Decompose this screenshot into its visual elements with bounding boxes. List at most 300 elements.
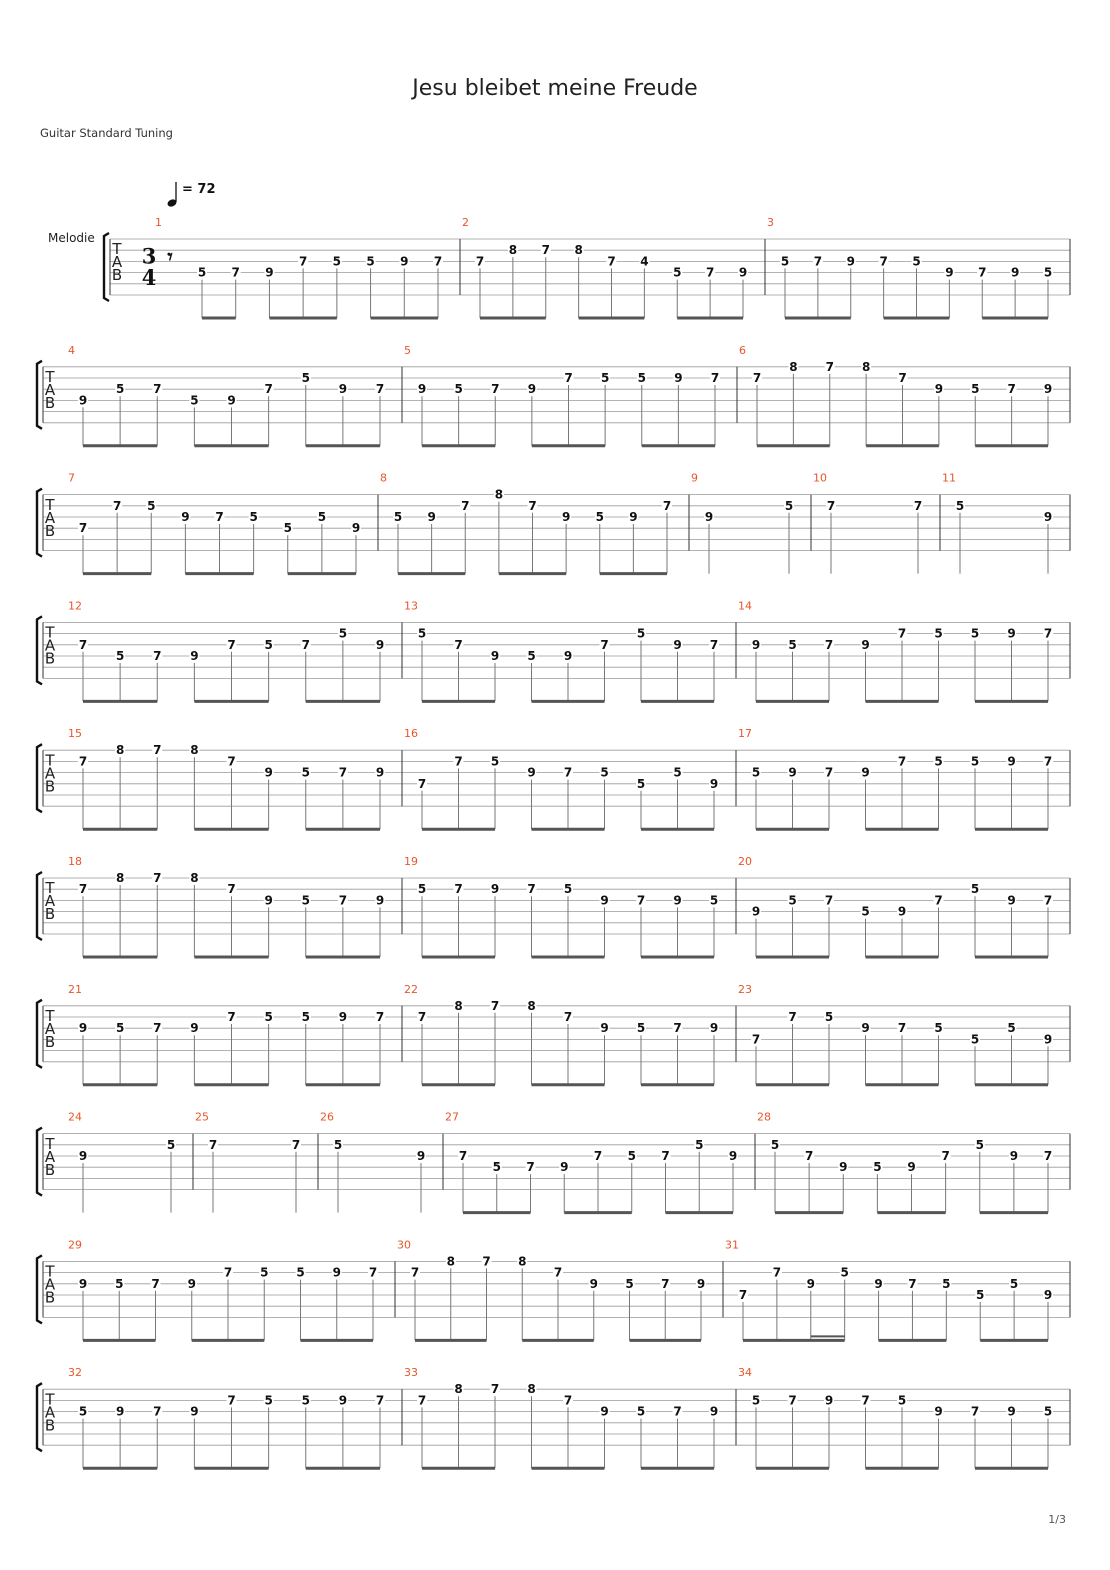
fret-number: 5 — [636, 1021, 646, 1036]
tab-clef-letter: A — [111, 253, 123, 272]
bar-number: 13 — [404, 599, 418, 613]
fret-number: 8 — [115, 743, 125, 758]
fret-number: 5 — [393, 510, 403, 524]
tab-clef-letter: T — [45, 879, 55, 898]
bar-number: 34 — [738, 1366, 752, 1380]
fret-number: 7 — [527, 882, 536, 897]
fret-number: 7 — [291, 1137, 301, 1152]
fret-number: 7 — [153, 649, 162, 663]
fret-number: 9 — [696, 1276, 706, 1291]
tab-measure — [738, 727, 1070, 829]
fret-number: 5 — [673, 765, 682, 780]
fret-number: 7 — [338, 893, 348, 908]
fret-number: 8 — [861, 359, 871, 374]
fret-number: 5 — [840, 1265, 849, 1280]
fret-number: 5 — [970, 754, 980, 769]
fret-number: 7 — [564, 371, 573, 385]
fret-number: 7 — [227, 1010, 236, 1024]
bar-number: 24 — [68, 1110, 82, 1124]
time-signature-denominator: 4 — [141, 264, 157, 290]
fret-number: 8 — [574, 243, 583, 258]
fret-number: 9 — [264, 765, 273, 780]
system-brace — [37, 361, 42, 429]
tab-measure — [195, 1111, 318, 1213]
fret-number: 7 — [772, 1265, 782, 1280]
fret-number: 9 — [527, 765, 536, 780]
fret-number: 9 — [78, 1276, 88, 1291]
fret-number: 5 — [301, 893, 310, 908]
fret-number: 5 — [955, 498, 965, 513]
fret-number: 5 — [147, 498, 156, 513]
fret-number: 7 — [662, 498, 672, 513]
tab-system — [37, 472, 1070, 574]
tab-measure — [404, 1366, 736, 1468]
tab-clef-letter: A — [44, 892, 56, 911]
fret-number: 7 — [78, 637, 88, 652]
tab-measure — [445, 1111, 755, 1213]
fret-number: 7 — [563, 1010, 573, 1024]
tab-measure — [757, 1111, 1070, 1213]
fret-number: 9 — [375, 765, 385, 780]
tab-measure — [320, 1111, 443, 1213]
fret-number: 8 — [508, 243, 518, 258]
bar-number: 7 — [68, 471, 75, 485]
bar-number: 14 — [738, 599, 752, 613]
bar-number: 6 — [739, 343, 746, 357]
tab-system — [37, 983, 1070, 1085]
bar-number: 23 — [738, 982, 752, 996]
bar-number: 29 — [68, 1238, 82, 1252]
tab-clef-letter: T — [45, 495, 55, 514]
fret-number: 9 — [839, 1160, 848, 1175]
tempo-value: = 72 — [182, 182, 216, 197]
fret-number: 5 — [115, 1021, 125, 1036]
bar-number: 22 — [404, 982, 418, 996]
fret-number: 7 — [1007, 382, 1016, 397]
tab-measure — [738, 599, 1070, 701]
fret-number: 5 — [600, 765, 609, 780]
fret-number: 9 — [427, 510, 436, 524]
system-brace — [37, 616, 42, 684]
fret-number: 7 — [788, 1010, 797, 1024]
fret-number: 9 — [375, 893, 385, 908]
fret-number: 9 — [190, 649, 199, 663]
fret-number: 7 — [913, 498, 923, 513]
fret-number: 5 — [788, 893, 797, 908]
tab-measure — [397, 1238, 723, 1340]
bar-number: 9 — [691, 471, 698, 485]
fret-number: 8 — [789, 359, 798, 374]
fret-number: 9 — [673, 637, 682, 652]
fret-number: 9 — [190, 1404, 199, 1419]
fret-number: 9 — [861, 1021, 870, 1036]
tab-clef-letter: B — [44, 649, 56, 668]
tuning-label: Guitar Standard Tuning — [40, 126, 173, 140]
fret-number: 9 — [1043, 510, 1053, 524]
fret-number: 5 — [971, 382, 980, 397]
bar-number: 32 — [68, 1366, 82, 1380]
fret-number: 7 — [298, 254, 308, 269]
fret-number: 5 — [595, 510, 604, 524]
fret-number: 5 — [492, 1160, 501, 1175]
bar-number: 3 — [767, 216, 774, 229]
tab-measure — [142, 216, 460, 318]
fret-number: 5 — [970, 626, 980, 641]
bar-number: 17 — [738, 727, 752, 741]
fret-number: 9 — [416, 1149, 426, 1163]
tab-measure — [691, 472, 811, 574]
fret-number: 9 — [400, 254, 409, 269]
tab-clef-letter: A — [44, 1403, 56, 1422]
fret-number: 7 — [941, 1149, 950, 1163]
fret-number: 5 — [115, 1276, 124, 1291]
fret-number: 7 — [970, 1404, 980, 1419]
system-brace — [37, 1383, 42, 1451]
fret-number: 7 — [490, 1382, 500, 1397]
fret-number: 7 — [227, 1393, 236, 1408]
fret-number: 7 — [636, 893, 646, 908]
fret-number: 9 — [1009, 1149, 1019, 1163]
fret-number: 9 — [265, 265, 274, 280]
fret-number: 5 — [751, 765, 761, 780]
fret-number: 9 — [674, 371, 683, 385]
system-brace — [104, 233, 109, 301]
tab-system — [37, 855, 1070, 957]
fret-number: 5 — [301, 1393, 310, 1408]
fret-number: 7 — [482, 1254, 491, 1269]
fret-number: 5 — [1043, 265, 1053, 280]
system-brace — [37, 489, 42, 557]
fret-number: 7 — [709, 637, 719, 652]
fret-number: 9 — [824, 1393, 834, 1408]
fret-number: 9 — [560, 1160, 569, 1175]
tab-clef-letter: A — [44, 1275, 56, 1294]
fret-number: 5 — [976, 1288, 985, 1302]
fret-number: 7 — [1043, 1149, 1053, 1163]
fret-number: 7 — [227, 754, 236, 769]
fret-number: 5 — [636, 776, 646, 791]
tab-clef-letter: T — [45, 1390, 55, 1409]
fret-number: 5 — [942, 1276, 951, 1291]
fret-number: 9 — [338, 1010, 348, 1024]
fret-number: 5 — [78, 1404, 88, 1419]
fret-number: 7 — [153, 1404, 162, 1419]
fret-number: 5 — [784, 498, 794, 513]
system-brace — [37, 744, 42, 812]
fret-number: 7 — [153, 871, 162, 885]
fret-number: 7 — [661, 1149, 670, 1163]
fret-number: 9 — [561, 510, 571, 524]
bar-number: 26 — [320, 1110, 334, 1124]
tab-clef-letter: A — [44, 508, 56, 527]
fret-number: 7 — [375, 382, 385, 397]
tab-measure — [68, 855, 402, 957]
fret-number: 5 — [296, 1265, 305, 1280]
fret-number: 9 — [1043, 1032, 1053, 1047]
fret-number: 9 — [861, 637, 870, 652]
fret-number: 7 — [710, 371, 720, 385]
bar-number: 33 — [404, 1366, 418, 1380]
fret-number: 8 — [190, 871, 199, 885]
fret-number: 5 — [970, 1032, 980, 1047]
fret-number: 8 — [454, 998, 463, 1013]
fret-number: 5 — [1009, 1276, 1019, 1291]
fret-number: 9 — [1007, 1404, 1016, 1419]
fret-number: 5 — [770, 1137, 780, 1152]
fret-number: 7 — [563, 765, 573, 780]
fret-number: 7 — [461, 498, 470, 513]
fret-number: 7 — [223, 1265, 233, 1280]
fret-number: 7 — [78, 882, 88, 897]
bar-number: 11 — [942, 471, 956, 485]
tab-system — [37, 1111, 1070, 1213]
bar-number: 19 — [404, 855, 418, 868]
fret-number: 9 — [806, 1276, 815, 1291]
fret-number: 5 — [490, 754, 500, 769]
fret-number: 9 — [945, 265, 954, 280]
tab-clef-letter: T — [45, 623, 55, 642]
fret-number: 5 — [600, 371, 610, 385]
tab-measure — [404, 855, 736, 957]
tab-measure — [404, 599, 736, 701]
tab-measure — [404, 983, 736, 1085]
fret-number: 7 — [978, 265, 987, 280]
fret-number: 5 — [751, 1393, 761, 1408]
tab-measure — [813, 472, 940, 574]
tab-clef-letter: A — [44, 1147, 56, 1166]
fret-number: 9 — [600, 1404, 609, 1419]
fret-number: 5 — [249, 510, 258, 524]
tab-system — [37, 1366, 1070, 1468]
fret-number: 7 — [475, 254, 485, 269]
tab-measure — [380, 472, 689, 574]
fret-number: 5 — [333, 1137, 343, 1152]
fret-number: 7 — [454, 882, 463, 897]
fret-number: 9 — [738, 265, 748, 280]
system-brace — [37, 872, 42, 940]
fret-number: 5 — [527, 649, 536, 663]
fret-number: 7 — [897, 754, 907, 769]
fret-number: 9 — [788, 765, 797, 780]
tab-clef-letter: B — [44, 394, 56, 412]
fret-number: 8 — [190, 743, 199, 758]
fret-number: 7 — [541, 243, 550, 258]
song-title: Jesu bleibet meine Freude — [412, 76, 698, 101]
tab-measure — [725, 1238, 1070, 1340]
fret-number: 7 — [454, 754, 463, 769]
fret-number: 9 — [897, 904, 907, 919]
eighth-rest-icon: 𝄾 — [167, 244, 173, 269]
fret-number: 7 — [705, 265, 715, 280]
fret-number: 7 — [215, 510, 224, 524]
tab-measure — [739, 344, 1070, 446]
fret-number: 5 — [897, 1393, 907, 1408]
bar-number: 4 — [68, 343, 75, 357]
fret-number: 5 — [417, 882, 427, 897]
tab-measure — [767, 216, 1070, 318]
fret-number: 5 — [861, 904, 870, 919]
tab-clef-letter: T — [45, 1262, 55, 1281]
fret-number: 9 — [181, 510, 190, 524]
fret-number: 7 — [417, 1393, 427, 1408]
fret-number: 8 — [527, 998, 536, 1013]
fret-number: 7 — [825, 359, 834, 374]
fret-number: 5 — [780, 254, 790, 269]
tab-clef-letter: B — [44, 905, 56, 924]
fret-number: 7 — [78, 521, 88, 536]
fret-number: 7 — [1043, 893, 1053, 908]
fret-number: 7 — [661, 1276, 670, 1291]
fret-number: 5 — [636, 626, 646, 641]
tab-clef-letter: T — [45, 751, 55, 770]
tab-clef-letter: B — [44, 1160, 56, 1179]
fret-number: 7 — [898, 371, 907, 385]
fret-number: 7 — [908, 1276, 917, 1291]
tab-measure — [68, 472, 378, 574]
quarter-note-icon — [166, 182, 177, 208]
tab-measure — [404, 344, 737, 446]
fret-number: 5 — [934, 626, 943, 641]
fret-number: 9 — [527, 382, 537, 397]
fret-number: 5 — [709, 893, 719, 908]
fret-number: 9 — [709, 1404, 719, 1419]
fret-number: 7 — [151, 1276, 160, 1291]
tab-system — [37, 344, 1070, 446]
fret-number: 9 — [490, 882, 500, 897]
tab-measure — [68, 727, 402, 829]
fret-number: 9 — [861, 765, 870, 780]
tab-measure — [68, 1366, 402, 1468]
fret-number: 5 — [788, 637, 797, 652]
fret-number: 9 — [1043, 1288, 1053, 1302]
fret-number: 9 — [375, 637, 385, 652]
fret-number: 9 — [704, 510, 714, 524]
tab-clef-letter: T — [45, 1134, 55, 1153]
fret-number: 4 — [640, 254, 649, 269]
tab-systems — [37, 216, 1070, 1468]
tab-measure — [68, 344, 402, 446]
fret-number: 9 — [78, 1021, 88, 1036]
fret-number: 7 — [78, 754, 88, 769]
tab-clef-letter: A — [44, 381, 56, 399]
fret-number: 9 — [338, 382, 348, 397]
fret-number: 7 — [375, 1393, 385, 1408]
fret-number: 5 — [975, 1137, 984, 1152]
fret-number: 9 — [563, 649, 573, 663]
fret-number: 9 — [1010, 265, 1020, 280]
fret-number: 9 — [934, 382, 944, 397]
fret-number: 7 — [153, 382, 162, 397]
fret-number: 5 — [301, 765, 310, 780]
fret-number: 9 — [589, 1276, 598, 1291]
system-brace — [37, 1000, 42, 1068]
fret-number: 7 — [593, 1149, 603, 1163]
fret-number: 7 — [824, 765, 834, 780]
fret-number: 7 — [433, 254, 443, 269]
fret-number: 7 — [897, 1021, 907, 1036]
page-number: 1/3 — [1048, 1513, 1066, 1526]
fret-number: 9 — [490, 649, 500, 663]
tab-clef-letter: A — [44, 764, 56, 783]
fret-number: 9 — [190, 1021, 199, 1036]
fret-number: 7 — [673, 1021, 682, 1036]
bar-number: 2 — [462, 216, 469, 229]
tab-clef-letter: B — [44, 777, 56, 796]
fret-number: 9 — [846, 254, 855, 269]
fret-number: 7 — [528, 498, 537, 513]
fret-number: 7 — [491, 382, 500, 397]
fret-number: 9 — [115, 1404, 125, 1419]
fret-number: 7 — [458, 1149, 468, 1163]
fret-number: 7 — [264, 382, 273, 397]
fret-number: 5 — [636, 1404, 646, 1419]
fret-number: 9 — [1007, 893, 1016, 908]
tab-measure — [68, 1238, 395, 1340]
fret-number: 8 — [454, 1382, 463, 1397]
tab-clef-letter: T — [45, 368, 55, 386]
tab-measure — [738, 1366, 1070, 1468]
fret-number: 5 — [627, 1149, 636, 1163]
fret-number: 9 — [332, 1265, 341, 1280]
fret-number: 5 — [1043, 1404, 1053, 1419]
fret-number: 7 — [804, 1149, 814, 1163]
fret-number: 7 — [227, 637, 236, 652]
tab-clef-letter: T — [112, 240, 122, 259]
fret-number: 5 — [317, 510, 327, 524]
fret-number: 7 — [897, 626, 907, 641]
fret-number: 9 — [1007, 754, 1016, 769]
fret-number: 5 — [824, 1010, 834, 1024]
tab-system — [37, 599, 1070, 701]
fret-number: 5 — [934, 754, 943, 769]
fret-number: 8 — [527, 1382, 536, 1397]
fret-number: 8 — [115, 871, 125, 885]
track-name: Melodie — [48, 231, 95, 245]
tab-measure — [738, 983, 1070, 1085]
tab-clef-letter: B — [44, 1288, 56, 1307]
fret-number: 9 — [1043, 382, 1053, 397]
fret-number: 5 — [454, 382, 463, 397]
fret-number: 7 — [879, 254, 888, 269]
fret-number: 7 — [368, 1265, 378, 1280]
fret-number: 9 — [417, 382, 427, 397]
tab-measure — [462, 216, 765, 318]
tab-clef-letter: B — [111, 266, 123, 285]
fret-number: 7 — [673, 1404, 682, 1419]
fret-number: 5 — [695, 1137, 704, 1152]
bar-number: 1 — [155, 216, 162, 229]
bar-number: 18 — [68, 855, 82, 868]
fret-number: 7 — [112, 498, 122, 513]
bar-number: 27 — [445, 1110, 459, 1124]
fret-number: 9 — [227, 393, 236, 408]
bar-number: 15 — [68, 727, 82, 741]
fret-number: 7 — [607, 254, 616, 269]
fret-number: 7 — [153, 1021, 162, 1036]
fret-number: 9 — [264, 893, 273, 908]
tab-clef-letter: B — [44, 1033, 56, 1051]
bar-number: 25 — [195, 1110, 209, 1124]
fret-number: 9 — [907, 1160, 916, 1175]
tab-clef-letter: A — [44, 636, 56, 655]
fret-number: 5 — [260, 1265, 269, 1280]
fret-number: 7 — [563, 1393, 573, 1408]
bar-number: 5 — [404, 343, 411, 357]
fret-number: 7 — [153, 743, 162, 758]
fret-number: 7 — [751, 1032, 761, 1047]
fret-number: 7 — [934, 893, 943, 908]
fret-number: 5 — [115, 649, 125, 663]
